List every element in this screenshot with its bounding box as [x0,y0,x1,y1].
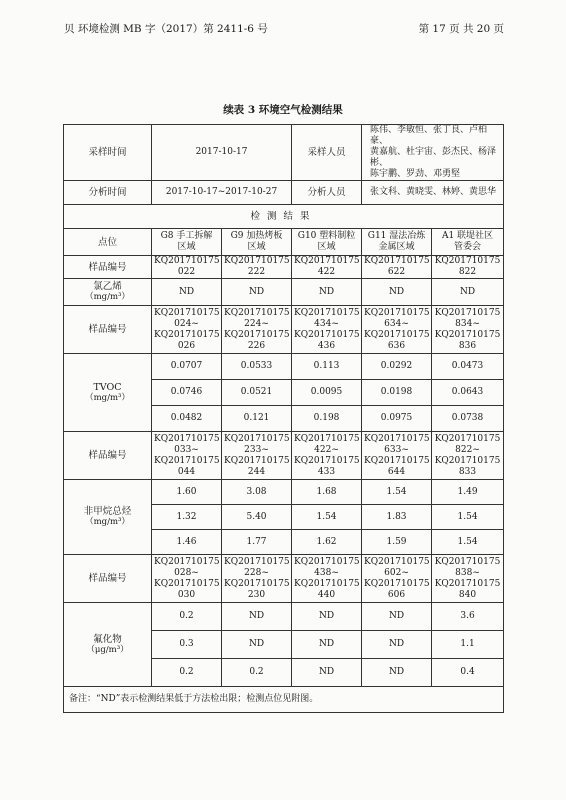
sample-id-line: 033~ [174,444,199,455]
result-value: 0.0473 [432,354,504,380]
sample-id-line: 434~ [314,318,339,329]
sample-id-line: KQ201710175 [224,433,290,444]
result-value: 0.2 [152,659,222,687]
sample-id-line: KQ201710175 [224,578,290,589]
sample-id-line: 602~ [384,567,409,578]
sample-id-cell [152,256,222,279]
sample-id-line: KQ201710175 [154,256,220,266]
sample-id-cell [222,555,292,603]
result-value: 3.08 [222,480,292,505]
sample-id-line: 606 [387,589,406,600]
sample-id-label: 样品编号 [64,306,152,354]
parameter-unit: （mg/m³） [85,517,130,527]
result-value: 1.49 [432,480,504,505]
sample-id-line: KQ201710175 [154,556,220,567]
sample-id-line: KQ201710175 [224,307,290,318]
sample-id-row [64,306,504,354]
point-label: 点位 [64,229,152,256]
result-value: 0.0738 [432,406,504,432]
result-value: 0.0095 [292,380,362,406]
sample-id-line: KQ201710175 [364,329,430,340]
sample-id-cell [222,432,292,480]
result-value: 0.0198 [362,380,432,406]
sample-id-row [64,256,504,279]
sample-id-line: 024~ [174,318,199,329]
result-row [64,603,504,631]
analysis-time-value: 2017-10-17~2017-10-27 [152,181,292,205]
sample-id-label: 样品编号 [64,256,152,279]
result-value: ND [292,279,362,306]
sample-id-line: 440 [317,589,336,600]
sample-id-line: 622 [387,267,406,277]
result-row [64,354,504,380]
parameter-unit: （μg/m³） [86,644,129,655]
result-value: ND [432,279,504,306]
result-value: 0.0746 [152,380,222,406]
point-row [64,229,504,256]
sample-id-line: KQ201710175 [294,256,360,266]
parameter-cell [64,279,152,306]
sample-id-line: 822~ [455,444,480,455]
parameter-name: TVOC [93,381,122,393]
sampler-line: 陈伟、李敏恒、张丁良、卢柏豪、 [370,125,488,146]
results-title: 检测结果 [64,205,504,229]
sample-id-cell [292,256,362,279]
sample-id-cell [362,256,432,279]
result-value: 1.59 [362,530,432,555]
result-value: 0.121 [222,406,292,432]
result-value: ND [152,279,222,306]
sample-id-cell [292,432,362,480]
analysis-time-label: 分析时间 [64,181,152,205]
sampler-line: 黄嘉航、杜宇宙、彭杰民、杨泽彬、 [370,147,497,168]
result-value: 1.83 [362,505,432,530]
result-value: 1.68 [292,480,362,505]
analyst-names: 张文科、黄晓雯、林婷、黄思华 [362,181,504,205]
sample-id-label: 样品编号 [64,555,152,603]
sample-id-line: KQ201710175 [364,578,430,589]
result-value: 0.198 [292,406,362,432]
sample-id-cell [432,306,504,354]
sample-id-line: KQ201710175 [364,307,430,318]
result-value: 3.6 [432,603,504,631]
sample-id-line: KQ201710175 [224,256,290,266]
sample-id-line: 244 [247,466,266,477]
page-header [64,21,504,37]
sample-id-line: KQ201710175 [294,329,360,340]
sample-id-line: KQ201710175 [434,256,501,266]
sampling-time-value: 2017-10-17 [152,125,292,181]
sample-id-line: 636 [387,340,406,351]
result-value: 0.0643 [432,380,504,406]
sample-id-cell [222,256,292,279]
sample-id-cell [152,432,222,480]
sample-id-line: KQ201710175 [364,455,430,466]
sample-id-line: KQ201710175 [224,455,290,466]
note-row [64,687,504,713]
result-value: 1.60 [152,480,222,505]
sampler-names [362,125,504,181]
result-value: 1.54 [362,480,432,505]
sample-id-line: KQ201710175 [434,455,501,466]
result-value: 0.113 [292,354,362,380]
sampler-label: 采样人员 [292,125,362,181]
sample-id-line: 022 [177,267,196,277]
result-row [64,480,504,505]
sample-id-line: KQ201710175 [154,433,220,444]
result-value: 0.0521 [222,380,292,406]
parameter-unit: （mg/m³） [85,292,130,302]
result-value: 0.2 [222,659,292,687]
point-cell: G11 湿法冶炼 金属区域 [362,229,432,256]
sample-id-cell [292,306,362,354]
sampling-time-label: 采样时间 [64,125,152,181]
sample-id-line: KQ201710175 [154,329,220,340]
result-value: 0.0292 [362,354,432,380]
sample-id-line: 226 [247,340,266,351]
sample-id-line: 230 [247,589,266,600]
sample-id-line: 838~ [455,567,480,578]
result-value: ND [292,659,362,687]
sample-id-line: KQ201710175 [364,433,430,444]
sample-id-line: 834~ [455,318,480,329]
result-value: 1.32 [152,505,222,530]
sample-id-line: KQ201710175 [434,307,501,318]
sample-id-line: 422 [317,267,336,277]
result-value: ND [292,631,362,659]
sample-id-line: KQ201710175 [434,578,501,589]
result-value: ND [222,631,292,659]
parameter-name: 氯乙烯 [93,281,122,292]
result-value: 1.1 [432,631,504,659]
sample-id-line: KQ201710175 [224,556,290,567]
result-value: 1.77 [222,530,292,555]
result-value: 1.62 [292,530,362,555]
sample-id-line: KQ201710175 [434,556,501,567]
parameter-name: 氟化物 [93,633,122,645]
sample-id-cell [432,555,504,603]
results-table [63,124,504,713]
sample-id-line: KQ201710175 [224,329,290,340]
sample-id-line: 840 [458,589,477,600]
sample-id-line: KQ201710175 [434,329,501,340]
sample-id-cell [152,306,222,354]
sample-id-cell [292,555,362,603]
sample-id-line: KQ201710175 [434,433,501,444]
result-value: 5.40 [222,505,292,530]
sample-id-line: 028~ [174,567,199,578]
parameter-cell [64,354,152,432]
sample-id-line: KQ201710175 [364,256,430,266]
parameter-cell [64,480,152,555]
result-value: ND [222,603,292,631]
sample-id-line: KQ201710175 [154,455,220,466]
result-value: 0.0975 [362,406,432,432]
sample-id-row [64,555,504,603]
sample-id-line: KQ201710175 [294,433,360,444]
result-value: ND [362,603,432,631]
sample-id-line: KQ201710175 [294,455,360,466]
analysis-time-row [64,181,504,205]
result-row [64,279,504,306]
sample-id-line: KQ201710175 [364,556,430,567]
sample-id-cell [222,306,292,354]
point-cell: A1 联堤社区 管委会 [432,229,504,256]
result-value: 1.54 [432,505,504,530]
sample-id-line: 836 [458,340,477,351]
point-cell: G8 手工拆解 区域 [152,229,222,256]
sample-id-cell [362,306,432,354]
sample-id-line: 644 [387,466,406,477]
page-number: 第 17 页 共 20 页 [418,23,504,35]
sample-id-line: KQ201710175 [294,578,360,589]
report-number: 贝 环境检测 MB 字（2017）第 2411-6 号 [64,23,268,35]
result-value: ND [362,631,432,659]
sample-id-line: 433 [317,466,336,477]
result-value: ND [362,659,432,687]
result-value: 1.54 [292,505,362,530]
sample-id-line: 224~ [244,318,269,329]
parameter-unit: （mg/m³） [85,392,130,403]
result-value: 0.2 [152,603,222,631]
sample-id-row [64,432,504,480]
result-value: 0.0482 [152,406,222,432]
sampler-line: 陈宇鹏、罗劲、邓勇堅 [370,169,461,179]
sample-id-label: 样品编号 [64,432,152,480]
sample-id-line: KQ201710175 [294,556,360,567]
sample-id-line: 228~ [244,567,269,578]
sample-id-cell [432,432,504,480]
note-text: 备注：“ND”表示检测结果低于方法检出限；检测点位见附图。 [64,687,504,713]
result-value: 0.0533 [222,354,292,380]
analyst-label: 分析人员 [292,181,362,205]
result-value: 0.4 [432,659,504,687]
result-value: 1.46 [152,530,222,555]
sample-id-line: 030 [177,589,196,600]
sampling-time-row [64,125,504,181]
result-value: 0.3 [152,631,222,659]
results-title-row [64,205,504,229]
parameter-name: 非甲烷总烃 [83,506,132,517]
sample-id-cell [362,432,432,480]
sample-id-line: 822 [458,267,477,277]
sample-id-cell [152,555,222,603]
sample-id-cell [362,555,432,603]
result-value: ND [292,603,362,631]
sample-id-line: 026 [177,340,196,351]
sample-id-line: 634~ [384,318,409,329]
sample-id-line: 436 [317,340,336,351]
result-value: 0.0707 [152,354,222,380]
sample-id-line: KQ201710175 [294,307,360,318]
sample-id-line: 233~ [244,444,269,455]
sample-id-line: KQ201710175 [154,307,220,318]
result-value: 1.54 [432,530,504,555]
sample-id-line: 422~ [314,444,339,455]
result-value: ND [222,279,292,306]
sample-id-cell [432,256,504,279]
result-value: ND [362,279,432,306]
sample-id-line: 833 [458,466,477,477]
parameter-cell [64,603,152,687]
sample-id-line: 438~ [314,567,339,578]
sample-id-line: KQ201710175 [154,578,220,589]
table-caption: 续表 3 环境空气检测结果 [223,104,343,116]
point-cell: G9 加热烤板 区域 [222,229,292,256]
sample-id-line: 222 [247,267,266,277]
point-cell: G10 塑料制粒 区域 [292,229,362,256]
sample-id-line: 633~ [384,444,409,455]
sample-id-line: 044 [177,466,196,477]
